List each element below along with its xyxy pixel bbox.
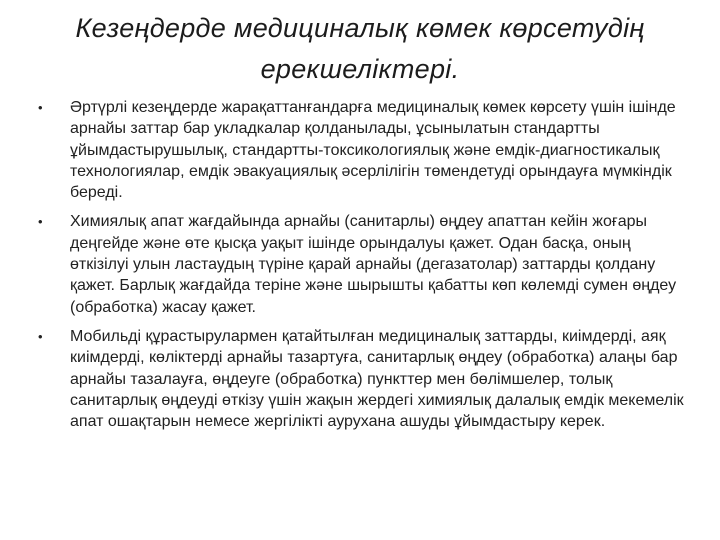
bullet-text: Химиялық апат жағдайында арнайы (санитарлы) өңдеу апаттан кейін жоғары деңгейде және өте қысқа уақыт ішінде орындалуы қажет. Одан басқа, оның өткізілуі улын ластаудың түріне қарай арнайы (дегазатолар) заттарды қолдану қажет. Барлық жағдайда теріне және шырышты қабатты көп көлемді сумен өңдеу (обработка) жасау қажет.: [70, 213, 677, 316]
title-line-2: ерекшеліктері.: [260, 54, 460, 84]
slide-title: [30, 8, 690, 90]
title-line-1: Кезеңдерде медициналық көмек көрсетудің: [75, 13, 645, 43]
bullet-text: Мобильді құрастырулармен қатайтылған медициналық заттарды, киімдерді, аяқ киімдерді, көліктерді арнайы тазартуға, санитарлық өңдеу (обработка) алаңы бар арнайы тазалауға, өңдеуге (обработка) пункттер мен бөлімшелер, толық санитарлық өңдеуді өткізу үшін жақын жердегі химиялық далалық емдік мекемелік апат ошақтарын немесе жергілікті аурухана ашуды ұйымдастыру керек.: [70, 327, 684, 431]
bullet-text: Әртүрлі кезеңдерде жарақаттанғандарға медициналық көмек көрсету үшін ішінде арнайы заттар бар укладкалар қолданылады, ұсынылатын стандартты ұйымдастырушылық, стандартты-токсикологиялық және емдік-диагностикалық технологиялар, емдік эвакуациялық әсерлілігін төмендетуді орындауға мүмкіндік береді.: [70, 99, 676, 202]
bullet-marker: •: [38, 328, 43, 344]
bullet-marker: •: [38, 100, 43, 115]
bullet-marker: •: [38, 214, 43, 230]
bullet-item-3: [38, 326, 688, 432]
bullet-item-2: [38, 211, 688, 317]
bullet-list: [38, 97, 688, 432]
bullet-item-1: [38, 97, 688, 203]
